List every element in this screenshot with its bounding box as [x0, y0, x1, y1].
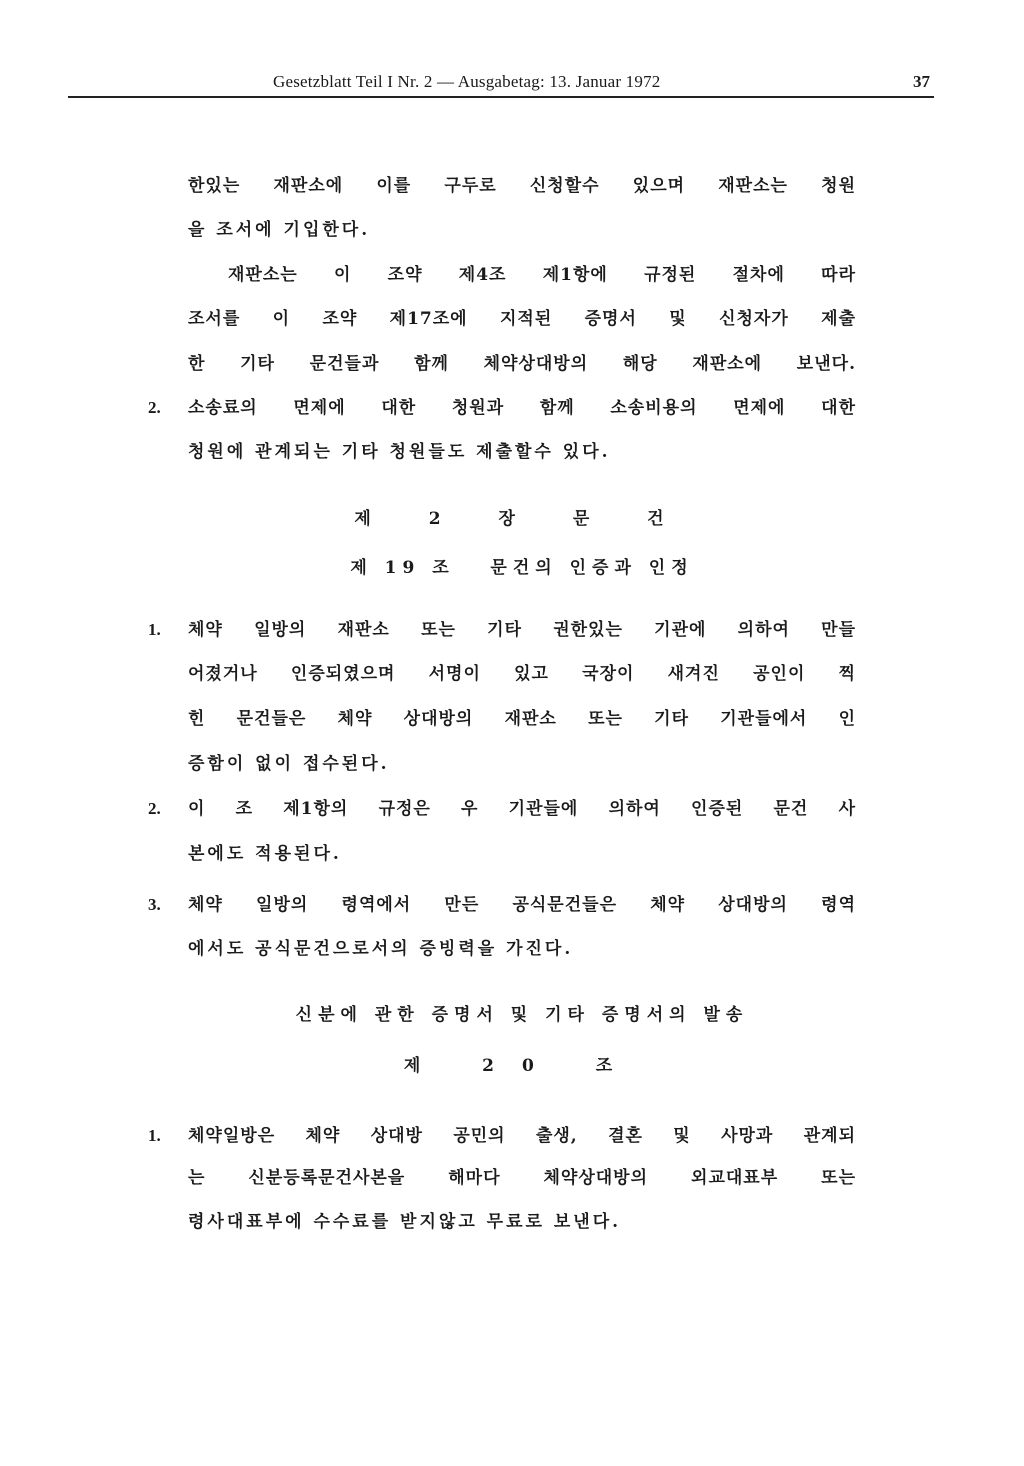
item-number: 3. [148, 895, 161, 914]
paragraph-line: 한있는 재판소에 이를 구두로 신청할수 있으며 재판소는 청원 [188, 176, 856, 196]
paragraph-line: 체약 일방의 령역에서 만든 공식문건들은 체약 상대방의 령역 [188, 895, 856, 915]
item-number: 1. [148, 1126, 161, 1145]
paragraph-line: 증함이 없이 접수된다. [188, 754, 390, 774]
paragraph-line: 체약 일방의 재판소 또는 기타 권한있는 기관에 의하여 만들 [188, 620, 856, 640]
paragraph-line: 을 조서에 기입한다. [188, 220, 371, 240]
paragraph-line: 힌 문건들은 체약 상대방의 재판소 또는 기타 기관들에서 인 [188, 709, 856, 729]
paragraph-line: 이 조 제1항의 규정은 우 기관들에 의하여 인증된 문건 사 [188, 799, 856, 819]
paragraph-line: 에서도 공식문건으로서의 증빙력을 가진다. [188, 939, 574, 959]
paragraph-line: 청원에 관계되는 기타 청원들도 제출할수 있다. [188, 442, 611, 462]
paragraph-line: 재판소는 이 조약 제4조 제1항에 규정된 절차에 따라 [228, 265, 856, 285]
header-title: Gesetzblatt Teil I Nr. 2 — Ausgabetag: 13. Januar 1972 [273, 72, 661, 91]
article-heading: 제 19 조 문건의 인증과 인정 [350, 558, 694, 578]
page-header [68, 72, 934, 98]
paragraph-line: 어졌거나 인증되였으며 서명이 있고 국장이 새겨진 공인이 찍 [188, 664, 856, 684]
section-heading: 신분에 관한 증명서 및 기타 증명서의 발송 [295, 1005, 749, 1025]
paragraph-line: 령사대표부에 수수료를 받지않고 무료로 보낸다. [188, 1212, 622, 1232]
paragraph-line: 본에도 적용된다. [188, 844, 342, 864]
item-number: 2. [148, 398, 161, 417]
item-number: 2. [148, 799, 161, 818]
page-number: 37 [913, 72, 930, 91]
item-number: 1. [148, 620, 161, 639]
chapter-heading: 제 2 장 문 건 [354, 509, 690, 529]
paragraph-line: 한 기타 문건들과 함께 체약상대방의 해당 재판소에 보낸다. [188, 354, 856, 374]
paragraph-line: 조서를 이 조약 제17조에 지적된 증명서 및 신청자가 제출 [188, 309, 856, 329]
paragraph-line: 는 신분등록문건사본을 해마다 체약상대방의 외교대표부 또는 [188, 1168, 856, 1188]
paragraph-line: 체약일방은 체약 상대방 공민의 출생, 결혼 및 사망과 관계되 [188, 1126, 856, 1146]
paragraph-line: 소송료의 면제에 대한 청원과 함께 소송비용의 면제에 대한 [188, 398, 856, 418]
article-heading: 제 20 조 [403, 1056, 641, 1076]
